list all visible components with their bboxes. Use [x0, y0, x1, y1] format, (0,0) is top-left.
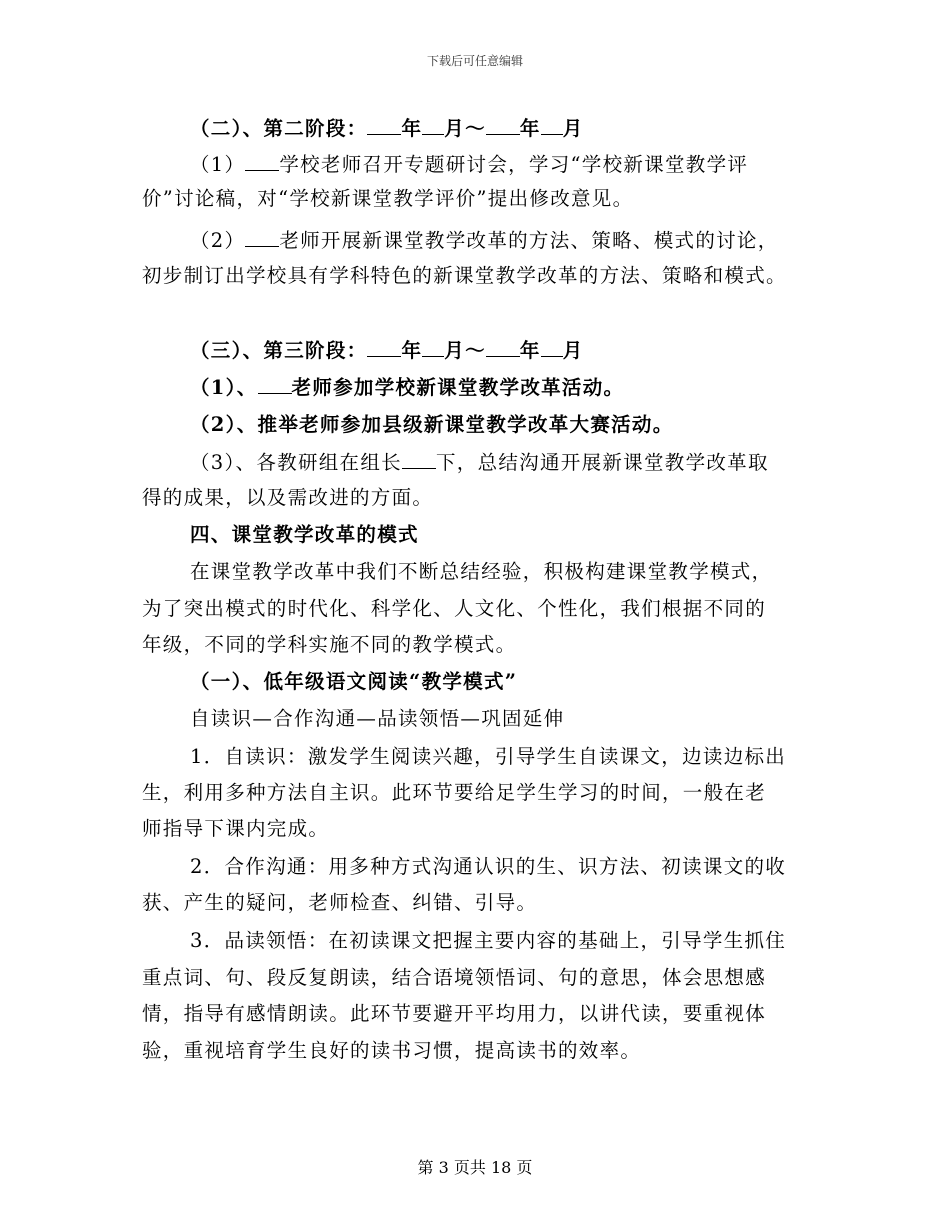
- item-text: 老师开展新课堂教学改革的方法、策略、模式的讨论，: [279, 229, 779, 252]
- stage-three-item-3-cont: 得的成果，以及需改进的方面。: [142, 486, 434, 509]
- month-label: 月: [562, 117, 584, 140]
- blank-line: [486, 116, 520, 135]
- item-number: （1）: [190, 153, 246, 176]
- paragraph-line: 为了突出模式的时代化、科学化、人文化、个性化，我们根据不同的: [142, 597, 767, 620]
- month-label: 月～: [444, 117, 486, 140]
- step-2-line: 2．合作沟通：用多种方式沟通认识的生、识方法、初读课文的收: [190, 855, 787, 878]
- stage-three-heading: [190, 338, 584, 363]
- blank-line: [422, 338, 444, 357]
- item-number: （1）、: [190, 376, 258, 399]
- blank-line: [541, 116, 563, 135]
- stage-two-heading: [190, 116, 584, 141]
- blank-line: [245, 228, 279, 247]
- blank-line: [245, 152, 279, 171]
- page-header: 下载后可任意编辑: [426, 54, 523, 68]
- blank-line: [422, 116, 444, 135]
- paragraph-line: 在课堂教学改革中我们不断总结经验，积极构建课堂教学模式，: [190, 560, 773, 583]
- blank-line: [367, 338, 401, 357]
- step-3-line: 验，重视培育学生良好的读书习惯，提高读书的效率。: [142, 1039, 642, 1062]
- stage-two-item-2-cont: 初步制订出学校具有学科特色的新课堂教学改革的方法、策略和模式。: [142, 264, 787, 287]
- month-label: 月: [562, 339, 584, 362]
- blank-line: [258, 375, 292, 394]
- step-1-line: 1．自读识：激发学生阅读兴趣，引导学生自读课文，边读边标出: [190, 745, 787, 768]
- step-1-line: 生，利用多种方法自主识。此环节要给足学生学习的时间，一般在老: [142, 781, 767, 804]
- stage-three-item-1: [190, 375, 624, 400]
- year-label: 年: [401, 339, 423, 362]
- step-1-line: 师指导下课内完成。: [142, 817, 330, 840]
- item-text: 下，总结沟通开展新课堂教学改革取: [435, 451, 769, 474]
- stage-two-item-2: [190, 228, 779, 253]
- stage-three-item-2: （2）、推举老师参加县级新课堂教学改革大赛活动。: [190, 413, 674, 436]
- blank-line: [541, 338, 563, 357]
- subsection-heading: （一）、低年级语文阅读“教学模式”: [190, 670, 518, 693]
- blank-line: [367, 116, 401, 135]
- page-footer: 第 3 页共 18 页: [417, 1158, 533, 1177]
- stage-two-item-1: [190, 152, 748, 177]
- step-3-line: 3．品读领悟：在初读课文把握主要内容的基础上，引导学生抓住: [190, 929, 787, 952]
- stage-three-item-3: [190, 450, 769, 475]
- item-number: （2）: [190, 229, 246, 252]
- teaching-flow: 自读识—合作沟通—品读领悟—巩固延伸: [190, 707, 565, 730]
- section-four-heading: 四、课堂教学改革的模式: [190, 523, 419, 546]
- step-2-line: 获、产生的疑问，老师检查、纠错、引导。: [142, 891, 538, 914]
- item-number: （3）、各教研组在组长: [190, 451, 402, 474]
- stage-two-prefix: （二）、第二阶段：: [190, 117, 368, 140]
- paragraph-line: 年级，不同的学科实施不同的教学模式。: [142, 633, 517, 656]
- blank-line: [402, 450, 436, 469]
- blank-line: [486, 338, 520, 357]
- year-label: 年: [519, 117, 541, 140]
- step-3-line: 情，指导有感情朗读。此环节要避开平均用力，以讲代读，要重视体: [142, 1002, 767, 1025]
- year-label: 年: [401, 117, 423, 140]
- stage-three-prefix: （三）、第三阶段：: [190, 339, 368, 362]
- year-label: 年: [519, 339, 541, 362]
- item-text: 学校老师召开专题研讨会，学习“学校新课堂教学评: [279, 153, 749, 176]
- month-label: 月～: [444, 339, 486, 362]
- step-3-line: 重点词、句、段反复朗读，结合语境领悟词、句的意思，体会思想感: [142, 966, 767, 989]
- item-text: 老师参加学校新课堂教学改革活动。: [291, 376, 625, 399]
- stage-two-item-1-cont: 价”讨论稿，对“学校新课堂教学评价”提出修改意见。: [142, 187, 634, 210]
